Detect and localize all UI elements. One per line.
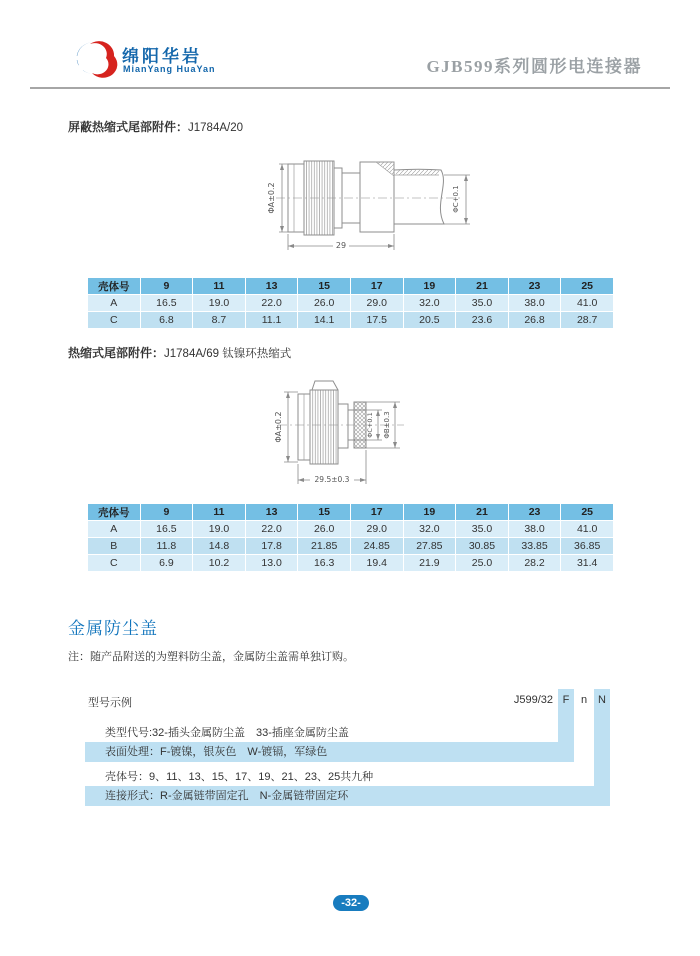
table-cell: 31.4 [561, 555, 614, 572]
table-header-row [88, 504, 614, 521]
table-cell: 25.0 [456, 555, 509, 572]
dim-label-length: 29 [335, 241, 347, 250]
table-header-cell: 11 [193, 504, 246, 521]
table-header-cell: 21 [456, 504, 509, 521]
table-header-cell: 壳体号 [88, 504, 141, 521]
knurled-nut [304, 161, 334, 235]
brand-name-en: MianYang HuaYan [123, 64, 216, 74]
table-header-row [88, 278, 614, 295]
table-cell: 23.6 [456, 312, 509, 329]
table-header-cell: 23 [508, 504, 561, 521]
document-title: GJB599系列圆形电连接器 [426, 57, 642, 76]
table-cell: 35.0 [456, 521, 509, 538]
table-header-cell: 15 [298, 278, 351, 295]
table-cell: 6.9 [140, 555, 193, 572]
table-cell: 21.9 [403, 555, 456, 572]
section-title-shield-code: J1784A/20 [188, 122, 244, 134]
table-cell: 20.5 [403, 312, 456, 329]
model-code-n: n [580, 694, 588, 706]
model-code-n2: N [598, 694, 606, 706]
table-header-cell: 9 [140, 504, 193, 521]
heatshrink-dimensions-table [87, 503, 614, 572]
table-cell: 10.2 [193, 555, 246, 572]
table-cell: 14.1 [298, 312, 351, 329]
table-cell: 29.0 [350, 521, 403, 538]
model-row-surface-finish: 表面处理：F-镀镍，银灰色 W-镀镉，军绿色 [105, 746, 328, 758]
table-row [88, 295, 614, 312]
table-cell: 30.85 [456, 538, 509, 555]
model-row-connection-type: 连接形式：R-金属链带固定孔 N-金属链带固定环 [105, 790, 349, 802]
page-number-badge: -32- [333, 895, 369, 911]
dim-label-c: ΦC+0.1 [452, 185, 460, 213]
table-cell: 16.5 [140, 295, 193, 312]
table-row [88, 555, 614, 572]
dim-label-a: ΦA±0.2 [267, 182, 276, 214]
table-cell: 11.1 [245, 312, 298, 329]
table-cell: 28.7 [561, 312, 614, 329]
table-header-cell: 11 [193, 278, 246, 295]
row-label-cell: B [88, 538, 141, 555]
table-cell: 16.3 [298, 555, 351, 572]
table-cell: 6.8 [140, 312, 193, 329]
dim-label-a: ΦA±0.2 [274, 411, 283, 443]
table-header-cell: 19 [403, 278, 456, 295]
table-header-cell: 15 [298, 504, 351, 521]
table-cell: 16.5 [140, 521, 193, 538]
connector-drawing-heatshrink [262, 372, 447, 494]
table-cell: 13.0 [245, 555, 298, 572]
table-cell: 41.0 [561, 295, 614, 312]
table-cell: 26.8 [508, 312, 561, 329]
table-cell: 41.0 [561, 521, 614, 538]
table-header-cell: 9 [140, 278, 193, 295]
shield-dimensions-table [87, 277, 614, 329]
table-cell: 17.8 [245, 538, 298, 555]
dim-label-length: 29.5±0.3 [314, 475, 350, 484]
section-title-heatshrink-code: J1784A/69 钛镍环热缩式 [164, 348, 292, 360]
table-cell: 27.85 [403, 538, 456, 555]
table-cell: 19.0 [193, 521, 246, 538]
table-cell: 8.7 [193, 312, 246, 329]
dust-cover-note: 注：随产品附送的为塑料防尘盖，金属防尘盖需单独订购。 [68, 651, 354, 663]
table-cell: 38.0 [508, 521, 561, 538]
model-code-base: J599/32 [513, 694, 553, 706]
table-header-cell: 13 [245, 278, 298, 295]
table-cell: 24.85 [350, 538, 403, 555]
section-title-shield [68, 118, 243, 135]
table-cell: 35.0 [456, 295, 509, 312]
table-cell: 19.4 [350, 555, 403, 572]
header-divider [30, 87, 670, 89]
table-cell: 21.85 [298, 538, 351, 555]
dust-cover-heading: 金属防尘盖 [68, 619, 158, 638]
table-header-cell: 17 [350, 278, 403, 295]
table-cell: 26.0 [298, 295, 351, 312]
row-label-cell: C [88, 555, 141, 572]
table-header-cell: 25 [561, 278, 614, 295]
dim-label-b: ΦB±0.3 [383, 411, 391, 439]
row-label-cell: A [88, 295, 141, 312]
table-cell: 29.0 [350, 295, 403, 312]
model-row-type-code: 类型代号:32-插头金属防尘盖 33-插座金属防尘盖 [105, 727, 349, 739]
row-label-cell: A [88, 521, 141, 538]
table-cell: 28.2 [508, 555, 561, 572]
section-title-heatshrink-label: 热缩式尾部附件： [68, 346, 165, 360]
model-example-label: 型号示例 [88, 697, 132, 709]
knurled-nut [310, 390, 338, 464]
table-cell: 33.85 [508, 538, 561, 555]
table-cell: 11.8 [140, 538, 193, 555]
model-code-f: F [562, 694, 570, 706]
table-row [88, 521, 614, 538]
table-header-cell: 壳体号 [88, 278, 141, 295]
table-cell: 22.0 [245, 295, 298, 312]
table-row [88, 538, 614, 555]
connector-drawing-shield [248, 146, 483, 258]
table-header-cell: 21 [456, 278, 509, 295]
company-logo-icon [70, 40, 118, 78]
section-title-shield-label: 屏蔽热缩式尾部附件： [68, 120, 189, 134]
table-cell: 32.0 [403, 521, 456, 538]
section-title-heatshrink [68, 344, 291, 361]
table-cell: 36.85 [561, 538, 614, 555]
table-cell: 22.0 [245, 521, 298, 538]
brand-name-cn: 绵阳华岩 [122, 47, 202, 66]
table-row [88, 312, 614, 329]
model-row-shell-size: 壳体号：9、11、13、15、17、19、21、23、25共九种 [105, 771, 374, 783]
titanium-nickel-ring [354, 402, 366, 448]
table-header-cell: 19 [403, 504, 456, 521]
table-header-cell: 25 [561, 504, 614, 521]
dim-label-c: ΦC+0.1 [366, 412, 374, 438]
table-cell: 32.0 [403, 295, 456, 312]
table-cell: 38.0 [508, 295, 561, 312]
table-cell: 19.0 [193, 295, 246, 312]
table-cell: 26.0 [298, 521, 351, 538]
table-cell: 17.5 [350, 312, 403, 329]
table-cell: 14.8 [193, 538, 246, 555]
table-header-cell: 23 [508, 278, 561, 295]
table-header-cell: 13 [245, 504, 298, 521]
row-label-cell: C [88, 312, 141, 329]
table-header-cell: 17 [350, 504, 403, 521]
